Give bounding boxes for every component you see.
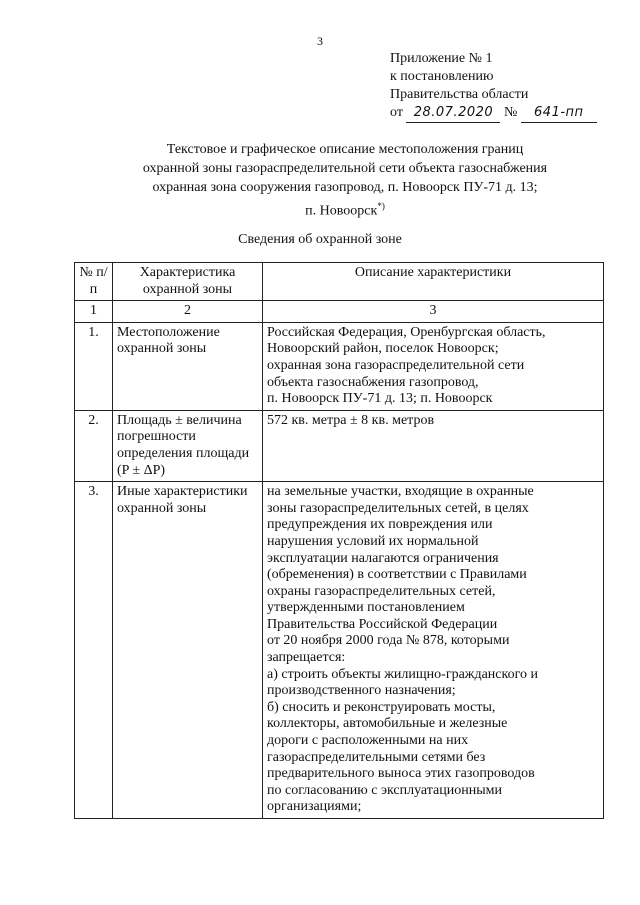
row-number: 3.	[75, 482, 113, 819]
zone-info-table	[74, 262, 604, 819]
description-line: а) строить объекты жилищно-гражданского и	[267, 666, 538, 682]
description-line: п. Новоорск ПУ-71 д. 13; п. Новоорск	[267, 391, 493, 407]
row-description	[263, 410, 604, 481]
table-row	[75, 410, 604, 481]
decree-date: 28.07.2020	[406, 104, 500, 123]
appendix-line-1: Приложение № 1	[390, 51, 493, 66]
table-header-row	[75, 263, 604, 301]
appendix-line-2: к постановлению	[390, 69, 494, 84]
row-characteristic: Иные характеристики охранной зоны	[113, 482, 263, 819]
row-description	[263, 322, 604, 410]
header-characteristic: Характеристика охранной зоны	[113, 263, 263, 301]
description-line: утвержденными постановлением	[267, 600, 465, 616]
section-subtitle: Сведения об охранной зоне	[238, 232, 402, 247]
description-line: предварительного выноса этих газопроводов	[267, 766, 535, 782]
description-line: от 20 ноября 2000 года № 878, которыми	[267, 633, 510, 649]
description-line: коллекторы, автомобильные и железные	[267, 716, 508, 732]
table-row	[75, 322, 604, 410]
row-number: 2.	[75, 410, 113, 481]
title-line-4	[95, 197, 595, 221]
description-line: по согласованию с эксплуатационными	[267, 782, 502, 798]
index-cell-1: 1	[75, 301, 113, 323]
row-characteristic: Площадь ± величина погрешности определения площади (P ± ΔP)	[113, 410, 263, 481]
description-line: на земельные участки, входящие в охранные	[267, 484, 534, 500]
row-characteristic: Местоположение охранной зоны	[113, 322, 263, 410]
header-number: № п/п	[75, 263, 113, 301]
description-line: Российская Федерация, Оренбургская область,	[267, 324, 546, 340]
description-line: зоны газораспределительных сетей, в целях	[267, 500, 529, 516]
number-label: №	[503, 105, 518, 120]
title-line-4-text: п. Новоорск	[305, 203, 378, 219]
row-number: 1.	[75, 322, 113, 410]
appendix-block	[390, 50, 630, 123]
description-line: охранная зона газораспределительной сети	[267, 357, 525, 373]
page-number: 3	[317, 34, 323, 48]
appendix-line-3: Правительства области	[390, 87, 529, 102]
description-line: производственного назначения;	[267, 683, 456, 699]
description-line: организациями;	[267, 799, 362, 815]
description-line: объекта газоснабжения газопровод,	[267, 374, 479, 390]
title-line-3: охранная зона сооружения газопровод, п. Новоорск ПУ-71 д. 13;	[152, 180, 538, 195]
index-cell-3: 3	[263, 301, 604, 323]
header-description: Описание характеристики	[263, 263, 604, 301]
document-title	[95, 140, 595, 221]
description-line: газораспределительными сетями без	[267, 749, 486, 765]
title-line-2: охранной зоны газораспределительной сети объекта газоснабжения	[142, 161, 548, 176]
description-line: Правительства Российской Федерации	[267, 616, 498, 632]
description-line: запрещается:	[267, 650, 346, 666]
table-row	[75, 482, 604, 819]
description-line: предупреждения их повреждения или	[267, 517, 493, 533]
description-line: эксплуатации налагаются ограничения	[267, 550, 499, 566]
description-line: нарушения условий их нормальной	[267, 533, 479, 549]
title-line-1: Текстовое и графическое описание местоположения границ	[166, 142, 524, 157]
description-line: б) сносить и реконструировать мосты,	[267, 699, 496, 715]
index-cell-2: 2	[113, 301, 263, 323]
decree-number: 641-пп	[521, 104, 597, 123]
description-line: (обременения) в соответствии с Правилами	[267, 567, 527, 583]
from-label: от	[390, 105, 403, 120]
footnote-mark: *)	[377, 201, 385, 211]
description-line: дороги с расположенными на них	[267, 733, 469, 749]
description-line: охраны газораспределительных сетей,	[267, 583, 496, 599]
appendix-date-line	[390, 104, 630, 123]
table-index-row	[75, 301, 604, 323]
row-description	[263, 482, 604, 819]
description-line: Новоорский район, поселок Новоорск;	[267, 341, 499, 357]
description-line: 572 кв. метра ± 8 кв. метров	[267, 412, 435, 428]
